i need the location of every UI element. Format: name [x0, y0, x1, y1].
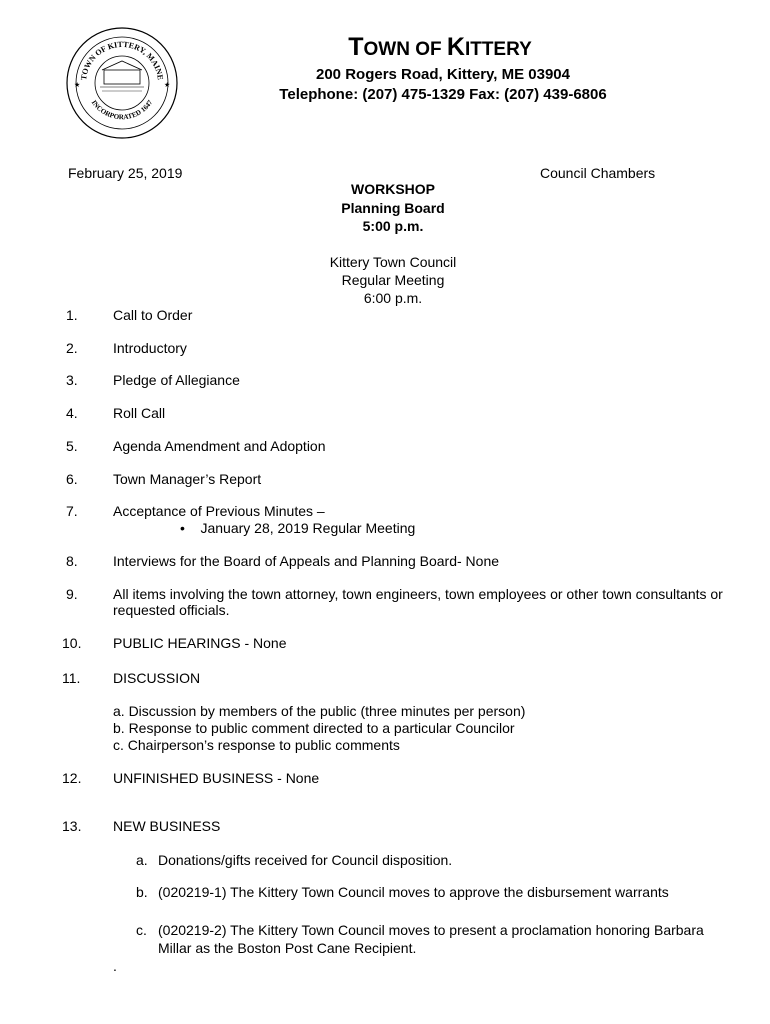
seal-top-text: TOWN OF KITTERY, MAINE — [79, 39, 165, 81]
agenda-item: Interviews for the Board of Appeals and Planning Board- None — [113, 553, 500, 569]
new-business-label: c. — [136, 922, 147, 938]
agenda-item: UNFINISHED BUSINESS - None — [113, 770, 320, 786]
agenda-number: 2. — [66, 340, 78, 356]
agenda-number: 8. — [66, 553, 78, 569]
agenda-item: Pledge of Allegiance — [113, 372, 240, 388]
agenda-number: 10. — [62, 635, 82, 651]
minutes-bullet: • January 28, 2019 Regular Meeting — [180, 520, 416, 536]
new-business-item — [136, 851, 453, 869]
agenda-item: NEW BUSINESS — [113, 818, 221, 834]
meeting-location: Council Chambers — [540, 165, 656, 181]
new-business-item — [136, 883, 669, 901]
workshop-title: WORKSHOP — [351, 181, 435, 197]
agenda-number: 12. — [62, 770, 82, 786]
agenda-item: Town Manager’s Report — [113, 471, 262, 487]
town-phone: Telephone: (207) 475-1329 Fax: (207) 439-6806 — [279, 86, 607, 103]
agenda-number: 13. — [62, 818, 82, 834]
svg-text:★: ★ — [74, 82, 81, 89]
agenda-item: PUBLIC HEARINGS - None — [113, 635, 287, 651]
agenda-item: DISCUSSION — [113, 670, 201, 686]
agenda-number: 5. — [66, 438, 78, 454]
agenda-number: 3. — [66, 372, 78, 388]
council-name: Kittery Town Council — [329, 254, 457, 270]
agenda-number: 7. — [66, 503, 78, 519]
meeting-date: February 25, 2019 — [68, 165, 183, 181]
new-business-text: (020219-2) The Kittery Town Council moves to present a proclamation honoring Barbara Millar as the Boston Post Cane Recipient. — [158, 922, 704, 956]
seal-bottom-text: INCORPORATED 1647 — [89, 98, 155, 122]
new-business-label: b. — [136, 884, 148, 900]
agenda-item: Introductory — [113, 340, 187, 356]
agenda-number: 4. — [66, 405, 78, 421]
agenda-number: 6. — [66, 471, 78, 487]
meeting-type: Regular Meeting — [341, 272, 445, 288]
meeting-time: 6:00 p.m. — [363, 290, 423, 306]
agenda-number: 9. — [66, 586, 78, 602]
agenda-item: Agenda Amendment and Adoption — [113, 438, 326, 454]
agenda-item: All items involving the town attorney, town engineers, town employees or other town consultants or requested officials. — [113, 586, 723, 618]
bullet-icon: • — [180, 520, 185, 536]
agenda-number: 11. — [62, 670, 81, 686]
agenda-item: Roll Call — [113, 405, 166, 421]
discussion-item: c. Chairperson’s response to public comments — [113, 737, 400, 753]
new-business-item — [136, 921, 704, 956]
new-business-label: a. — [136, 852, 148, 868]
discussion-item: b. Response to public comment directed to a particular Councilor — [113, 720, 515, 736]
trailing-mark: . — [113, 958, 117, 974]
town-title: TOWN OF KITTERY — [348, 33, 532, 61]
workshop-body: Planning Board — [341, 200, 445, 216]
agenda-number: 1. — [66, 307, 78, 323]
svg-text:★: ★ — [164, 82, 171, 89]
workshop-time: 5:00 p.m. — [362, 218, 424, 234]
new-business-text: Donations/gifts received for Council disposition. — [158, 852, 453, 868]
discussion-item: a. Discussion by members of the public (three minutes per person) — [113, 703, 526, 719]
agenda-item: Acceptance of Previous Minutes – — [113, 503, 325, 519]
new-business-text: (020219-1) The Kittery Town Council moves to approve the disbursement warrants — [158, 884, 669, 900]
agenda-item: Call to Order — [113, 307, 193, 323]
town-address: 200 Rogers Road, Kittery, ME 03904 — [316, 66, 570, 83]
